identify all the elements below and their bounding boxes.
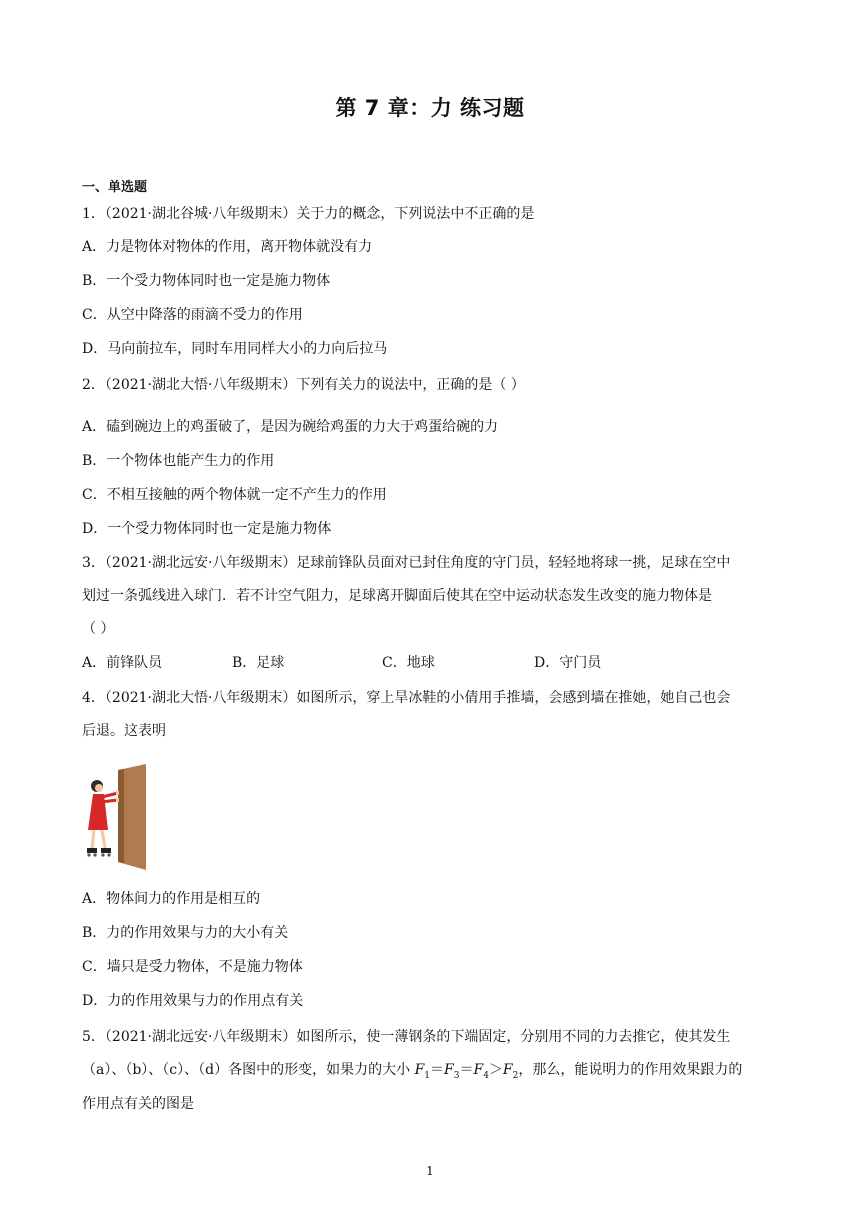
q1-stem: 1．（2021·湖北谷城·八年级期末）关于力的概念，下列说法中不正确的是 [82,206,535,222]
force-f3: F [444,1062,454,1078]
force-f4: F [473,1062,484,1078]
q5-stem-line2-suffix: ，那么，能说明力的作用效果跟力的 [518,1062,743,1078]
force-f2-subscript: 2 [512,1070,519,1081]
force-f4-subscript: 4 [483,1070,489,1081]
page-title: 第 7 章：力 练习题 [335,96,525,120]
equals-sign: ＝ [459,1062,474,1078]
q4-option-d: D．力的作用效果与力的作用点有关 [82,993,304,1009]
q1-option-d: D．马向前拉车，同时车用同样大小的力向后拉马 [82,341,388,357]
q5-stem-line1: 5．（2021·湖北远安·八年级期末）如图所示，使一薄钢条的下端固定，分别用不同的力去推它，使其发生 [82,1029,731,1045]
page-number: 1 [426,1164,434,1178]
q3-options [82,654,601,672]
force-f1-subscript: 1 [424,1070,431,1081]
q3-option-d: D．守门员 [534,655,602,671]
q5-stem-line2-prefix: （a）、（b）、（c）、（d）各图中的形变，如果力的大小 [82,1062,415,1078]
q4-option-b: B．力的作用效果与力的大小有关 [82,925,289,941]
q3-option-b: B．足球 [232,655,285,671]
q5-stem-line2 [82,1061,742,1085]
q3-option-c: C．地球 [382,655,435,671]
q2-option-c: C．不相互接触的两个物体就一定不产生力的作用 [82,487,387,503]
q1-option-a: A．力是物体对物体的作用，离开物体就没有力 [82,239,373,255]
greater-than-sign: ＞ [488,1062,503,1078]
q3-stem-line2: 划过一条弧线进入球门．若不计空气阻力，足球离开脚面后使其在空中运动状态发生改变的施力物体是 [82,588,712,604]
force-f1: F [414,1062,425,1078]
q1-option-c: C．从空中降落的雨滴不受力的作用 [82,307,303,323]
equals-sign: ＝ [430,1062,445,1078]
q4-option-c: C．墙只是受力物体，不是施力物体 [82,959,303,975]
section-heading: 一、单选题 [82,180,148,195]
q2-option-a: A．磕到碗边上的鸡蛋破了，是因为碗给鸡蛋的力大于鸡蛋给碗的力 [82,419,499,435]
q1-option-b: B．一个受力物体同时也一定是施力物体 [82,273,331,289]
q4-option-a: A．物体间力的作用是相互的 [82,891,261,907]
force-f2: F [502,1062,513,1078]
q3-stem-line3: （ ） [82,621,115,637]
q4-stem-line1: 4．（2021·湖北大悟·八年级期末）如图所示，穿上旱冰鞋的小倩用手推墙，会感到墙在推她，她自己也会 [82,690,731,706]
q2-option-d: D．一个受力物体同时也一定是施力物体 [82,521,332,537]
q3-stem-line1: 3．（2021·湖北远安·八年级期末）足球前锋队员面对已封住角度的守门员，轻轻地将球一挑，足球在空中 [82,555,731,571]
q5-stem-line3: 作用点有关的图是 [82,1096,194,1112]
girl-pushing-wall-illustration [82,764,148,870]
q4-stem-line2: 后退。这表明 [82,723,166,739]
girl-pushing-wall-figure [82,764,148,870]
q2-option-b: B．一个物体也能产生力的作用 [82,453,275,469]
q2-stem: 2．（2021·湖北大悟·八年级期末）下列有关力的说法中，正确的是（ ） [82,377,525,393]
q3-option-a: A．前锋队员 [82,655,163,671]
force-f3-subscript: 3 [453,1070,460,1081]
